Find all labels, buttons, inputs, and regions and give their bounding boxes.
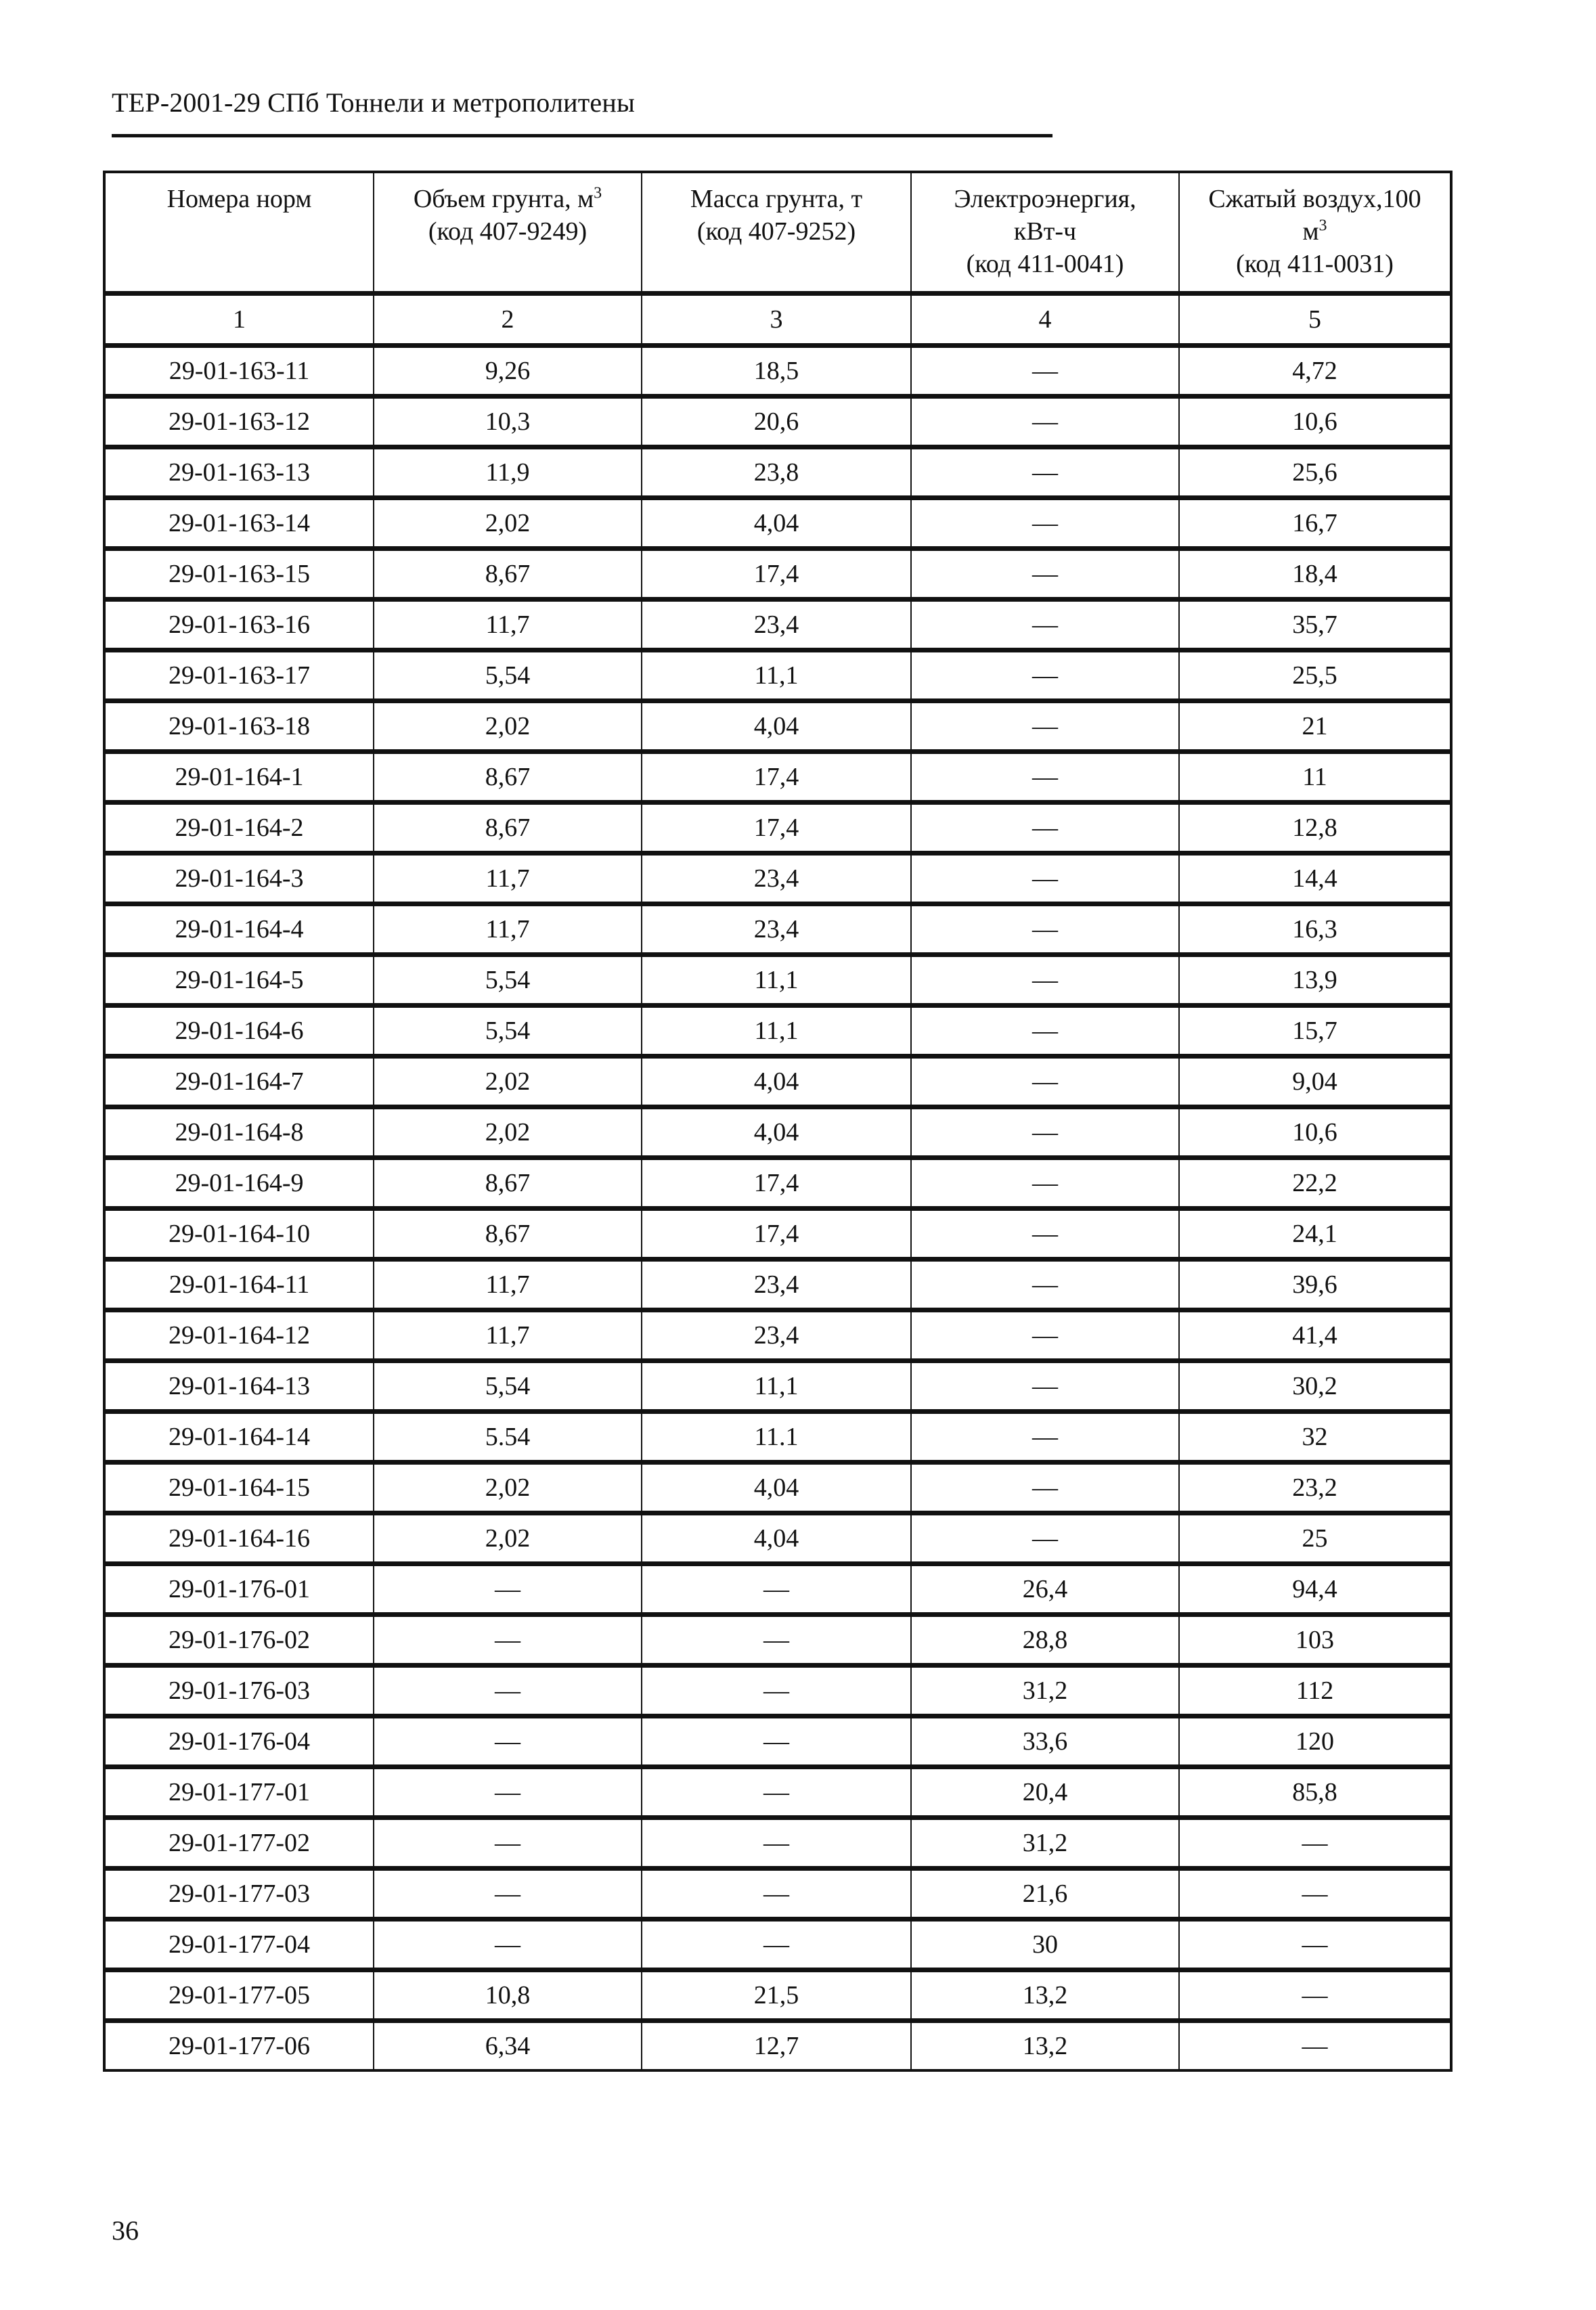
soil-mass-cell: 21,5 [642,1970,911,2021]
soil-mass-cell: 20,6 [642,397,911,447]
table-row [104,397,1451,447]
soil-mass-cell: 23,4 [642,853,911,904]
soil-volume-cell: — [374,1767,642,1818]
table-row [104,1310,1451,1361]
table-row [104,1006,1451,1057]
soil-mass-cell: 12,7 [642,2021,911,2071]
norm-number-cell: 29-01-164-1 [104,752,374,803]
electricity-cell: — [911,1513,1179,1564]
table-row [104,2021,1451,2071]
soil-mass-cell: — [642,1666,911,1716]
compressed-air-cell: — [1179,1970,1451,2021]
compressed-air-cell: 25 [1179,1513,1451,1564]
soil-volume-cell: — [374,1869,642,1919]
norm-number-cell: 29-01-176-02 [104,1615,374,1666]
compressed-air-cell: — [1179,1818,1451,1869]
header-text: Объем грунта, м [413,185,594,213]
table-row [104,701,1451,752]
table-row [104,447,1451,498]
table-row [104,1666,1451,1716]
norm-number-cell: 29-01-164-2 [104,803,374,853]
norm-number-cell: 29-01-164-6 [104,1006,374,1057]
column-number: 5 [1179,294,1451,346]
soil-mass-cell: 11,1 [642,1361,911,1412]
header-text: Электроэнергия, [954,185,1136,213]
norm-number-cell: 29-01-164-10 [104,1209,374,1260]
norm-number-cell: 29-01-163-12 [104,397,374,447]
electricity-cell: — [911,1412,1179,1463]
table-row [104,1970,1451,2021]
soil-mass-cell: 11.1 [642,1412,911,1463]
soil-volume-cell: 10,8 [374,1970,642,2021]
electricity-cell: — [911,752,1179,803]
table-container [103,171,1450,2072]
soil-volume-cell: 5,54 [374,1006,642,1057]
soil-mass-cell: 23,4 [642,904,911,955]
table-row [104,1818,1451,1869]
norms-table [103,171,1453,2072]
table-row [104,1869,1451,1919]
table-row [104,1463,1451,1513]
soil-mass-cell: 4,04 [642,701,911,752]
norm-number-cell: 29-01-163-17 [104,650,374,701]
soil-mass-cell: — [642,1615,911,1666]
compressed-air-cell: 35,7 [1179,600,1451,650]
norm-number-cell: 29-01-177-06 [104,2021,374,2071]
table-row [104,853,1451,904]
compressed-air-cell: 22,2 [1179,1158,1451,1209]
electricity-cell: 13,2 [911,2021,1179,2071]
soil-volume-cell: 11,7 [374,1310,642,1361]
table-row [104,1260,1451,1310]
electricity-cell: 33,6 [911,1716,1179,1767]
soil-volume-cell: 11,9 [374,447,642,498]
norm-number-cell: 29-01-176-03 [104,1666,374,1716]
electricity-cell: 13,2 [911,1970,1179,2021]
soil-mass-cell: — [642,1716,911,1767]
norm-number-cell: 29-01-164-5 [104,955,374,1006]
soil-volume-cell: 2,02 [374,1107,642,1158]
soil-volume-cell: 5,54 [374,1361,642,1412]
table-row [104,1361,1451,1412]
compressed-air-cell: 10,6 [1179,1107,1451,1158]
electricity-cell: — [911,650,1179,701]
norm-number-cell: 29-01-177-02 [104,1818,374,1869]
electricity-cell: — [911,701,1179,752]
soil-mass-cell: 4,04 [642,1513,911,1564]
electricity-cell: — [911,1006,1179,1057]
header-cell-norm-numbers [104,172,374,294]
electricity-cell: 21,6 [911,1869,1179,1919]
table-row [104,1716,1451,1767]
soil-mass-cell: — [642,1767,911,1818]
soil-mass-cell: 18,5 [642,346,911,397]
compressed-air-cell: — [1179,1869,1451,1919]
electricity-cell: — [911,397,1179,447]
electricity-cell: — [911,1107,1179,1158]
electricity-cell: — [911,1158,1179,1209]
soil-mass-cell: 11,1 [642,650,911,701]
compressed-air-cell: 25,5 [1179,650,1451,701]
table-row [104,1513,1451,1564]
compressed-air-cell: 12,8 [1179,803,1451,853]
electricity-cell: — [911,1310,1179,1361]
electricity-cell: — [911,549,1179,600]
table-row [104,904,1451,955]
compressed-air-cell: 103 [1179,1615,1451,1666]
compressed-air-cell: 85,8 [1179,1767,1451,1818]
table-row [104,803,1451,853]
electricity-cell: — [911,1057,1179,1107]
soil-mass-cell: — [642,1564,911,1615]
table-row [104,549,1451,600]
header-text: Сжатый воздух,100 [1208,185,1421,213]
soil-volume-cell: 5,54 [374,650,642,701]
electricity-cell: — [911,904,1179,955]
compressed-air-cell: 9,04 [1179,1057,1451,1107]
soil-volume-cell: 10,3 [374,397,642,447]
compressed-air-cell: 18,4 [1179,549,1451,600]
soil-mass-cell: 11,1 [642,1006,911,1057]
header-cell-compressed-air [1179,172,1451,294]
soil-mass-cell: 23,4 [642,600,911,650]
soil-volume-cell: 5.54 [374,1412,642,1463]
norm-number-cell: 29-01-164-3 [104,853,374,904]
electricity-cell: — [911,498,1179,549]
norm-number-cell: 29-01-164-8 [104,1107,374,1158]
compressed-air-cell: 14,4 [1179,853,1451,904]
soil-mass-cell: — [642,1919,911,1970]
soil-mass-cell: 4,04 [642,498,911,549]
norm-number-cell: 29-01-164-16 [104,1513,374,1564]
soil-volume-cell: 2,02 [374,1513,642,1564]
table-row [104,1158,1451,1209]
norm-number-cell: 29-01-164-11 [104,1260,374,1310]
table-body [104,294,1451,2071]
electricity-cell: 31,2 [911,1666,1179,1716]
soil-mass-cell: 17,4 [642,549,911,600]
norm-number-cell: 29-01-164-12 [104,1310,374,1361]
header-rule [112,134,1052,137]
compressed-air-cell: 120 [1179,1716,1451,1767]
compressed-air-cell: 10,6 [1179,397,1451,447]
soil-volume-cell: — [374,1615,642,1666]
column-number-row [104,294,1451,346]
column-number: 4 [911,294,1179,346]
soil-volume-cell: 8,67 [374,1209,642,1260]
norm-number-cell: 29-01-177-01 [104,1767,374,1818]
electricity-cell: — [911,346,1179,397]
electricity-cell: 30 [911,1919,1179,1970]
soil-volume-cell: 11,7 [374,600,642,650]
table-row [104,955,1451,1006]
soil-mass-cell: 17,4 [642,803,911,853]
compressed-air-cell: 11 [1179,752,1451,803]
header-code: (код 411-0041) [966,250,1124,278]
soil-mass-cell: 4,04 [642,1107,911,1158]
compressed-air-cell: 32 [1179,1412,1451,1463]
soil-mass-cell: 23,8 [642,447,911,498]
page-number: 36 [112,2215,139,2246]
table-row [104,1107,1451,1158]
soil-volume-cell: 5,54 [374,955,642,1006]
header-unit: м [1302,217,1319,246]
norm-number-cell: 29-01-164-7 [104,1057,374,1107]
electricity-cell: — [911,1463,1179,1513]
compressed-air-cell: 30,2 [1179,1361,1451,1412]
norm-number-cell: 29-01-177-05 [104,1970,374,2021]
header-superscript: 3 [594,184,602,202]
soil-volume-cell: 8,67 [374,803,642,853]
soil-volume-cell: 2,02 [374,1057,642,1107]
soil-volume-cell: 2,02 [374,498,642,549]
electricity-cell: — [911,853,1179,904]
soil-volume-cell: 8,67 [374,549,642,600]
column-number: 3 [642,294,911,346]
soil-mass-cell: 4,04 [642,1463,911,1513]
header-text: Номера норм [167,185,312,213]
soil-volume-cell: 8,67 [374,1158,642,1209]
header-superscript: 3 [1318,217,1327,235]
header-code: (код 407-9249) [428,217,588,246]
soil-mass-cell: 17,4 [642,1209,911,1260]
header-cell-soil-volume [374,172,642,294]
compressed-air-cell: 23,2 [1179,1463,1451,1513]
norm-number-cell: 29-01-164-9 [104,1158,374,1209]
norm-number-cell: 29-01-163-13 [104,447,374,498]
header-text: Масса грунта, т [690,185,863,213]
soil-mass-cell: 11,1 [642,955,911,1006]
compressed-air-cell: 15,7 [1179,1006,1451,1057]
soil-volume-cell: 9,26 [374,346,642,397]
compressed-air-cell: 41,4 [1179,1310,1451,1361]
compressed-air-cell: 112 [1179,1666,1451,1716]
electricity-cell: — [911,803,1179,853]
soil-volume-cell: — [374,1716,642,1767]
norm-number-cell: 29-01-177-03 [104,1869,374,1919]
norm-number-cell: 29-01-163-16 [104,600,374,650]
page-header: ТЕР-2001-29 СПб Тоннели и метрополитены [112,87,636,118]
soil-mass-cell: — [642,1869,911,1919]
header-row [104,172,1451,294]
table-row [104,498,1451,549]
norm-number-cell: 29-01-164-15 [104,1463,374,1513]
soil-mass-cell: 23,4 [642,1310,911,1361]
electricity-cell: 26,4 [911,1564,1179,1615]
table-row [104,1564,1451,1615]
compressed-air-cell: — [1179,1919,1451,1970]
table-row [104,1919,1451,1970]
electricity-cell: 28,8 [911,1615,1179,1666]
norm-number-cell: 29-01-163-18 [104,701,374,752]
norm-number-cell: 29-01-163-14 [104,498,374,549]
compressed-air-cell: — [1179,2021,1451,2071]
norm-number-cell: 29-01-164-14 [104,1412,374,1463]
compressed-air-cell: 21 [1179,701,1451,752]
electricity-cell: — [911,955,1179,1006]
electricity-cell: — [911,1361,1179,1412]
norm-number-cell: 29-01-163-11 [104,346,374,397]
electricity-cell: — [911,447,1179,498]
compressed-air-cell: 24,1 [1179,1209,1451,1260]
table-row [104,1209,1451,1260]
soil-mass-cell: 4,04 [642,1057,911,1107]
header-cell-electricity [911,172,1179,294]
soil-volume-cell: 8,67 [374,752,642,803]
norm-number-cell: 29-01-164-13 [104,1361,374,1412]
electricity-cell: — [911,1209,1179,1260]
soil-volume-cell: 2,02 [374,701,642,752]
soil-volume-cell: — [374,1919,642,1970]
table-row [104,1057,1451,1107]
compressed-air-cell: 4,72 [1179,346,1451,397]
soil-volume-cell: 6,34 [374,2021,642,2071]
header-code: (код 411-0031) [1236,250,1394,278]
table-row [104,752,1451,803]
norm-number-cell: 29-01-163-15 [104,549,374,600]
compressed-air-cell: 16,3 [1179,904,1451,955]
soil-mass-cell: 17,4 [642,1158,911,1209]
table-row [104,346,1451,397]
column-number: 1 [104,294,374,346]
header-cell-soil-mass [642,172,911,294]
soil-mass-cell: 17,4 [642,752,911,803]
soil-volume-cell: 2,02 [374,1463,642,1513]
soil-volume-cell: — [374,1818,642,1869]
column-number: 2 [374,294,642,346]
compressed-air-cell: 16,7 [1179,498,1451,549]
soil-volume-cell: 11,7 [374,1260,642,1310]
norm-number-cell: 29-01-176-04 [104,1716,374,1767]
header-unit: кВт-ч [1013,217,1077,246]
soil-volume-cell: 11,7 [374,853,642,904]
soil-volume-cell: 11,7 [374,904,642,955]
header-code: (код 407-9252) [696,217,856,246]
compressed-air-cell: 13,9 [1179,955,1451,1006]
soil-volume-cell: — [374,1564,642,1615]
compressed-air-cell: 94,4 [1179,1564,1451,1615]
soil-mass-cell: — [642,1818,911,1869]
norm-number-cell: 29-01-164-4 [104,904,374,955]
table-row [104,1615,1451,1666]
electricity-cell: 20,4 [911,1767,1179,1818]
compressed-air-cell: 39,6 [1179,1260,1451,1310]
table-row [104,1412,1451,1463]
table-row [104,600,1451,650]
norm-number-cell: 29-01-177-04 [104,1919,374,1970]
electricity-cell: — [911,1260,1179,1310]
soil-mass-cell: 23,4 [642,1260,911,1310]
electricity-cell: — [911,600,1179,650]
soil-volume-cell: — [374,1666,642,1716]
compressed-air-cell: 25,6 [1179,447,1451,498]
norm-number-cell: 29-01-176-01 [104,1564,374,1615]
table-row [104,1767,1451,1818]
table-row [104,650,1451,701]
electricity-cell: 31,2 [911,1818,1179,1869]
